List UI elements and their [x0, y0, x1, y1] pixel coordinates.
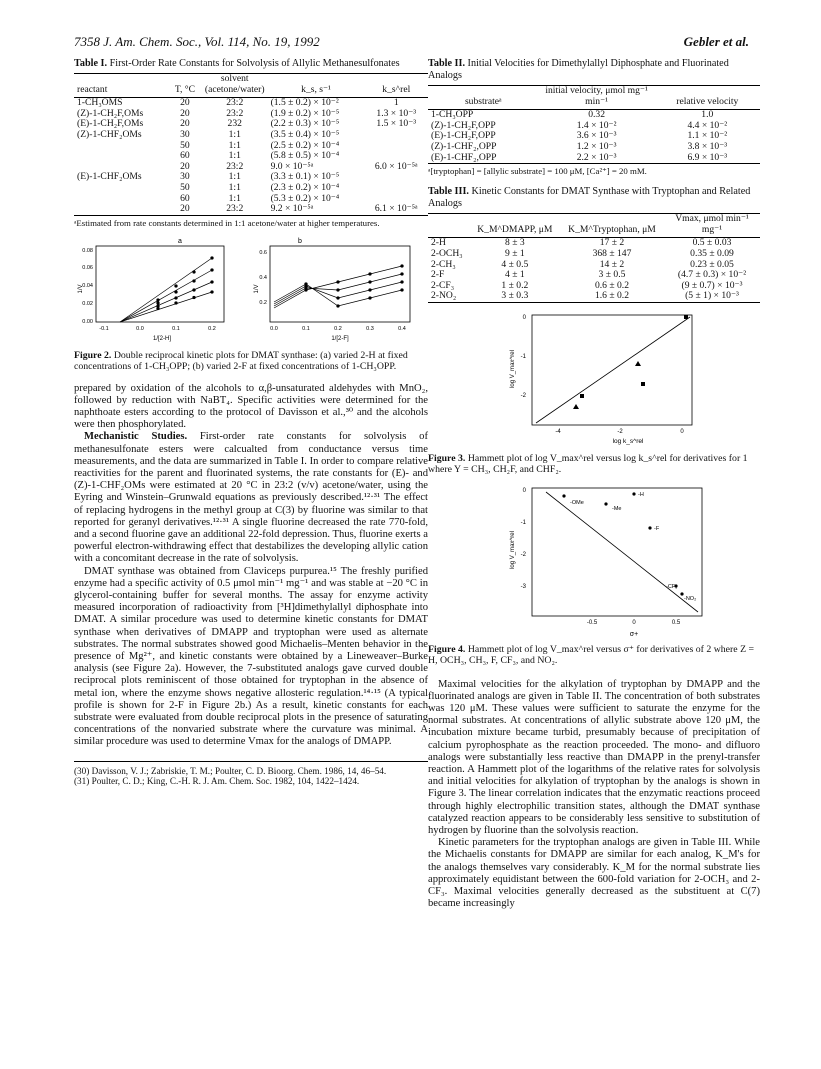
table1-footnote: ᵃEstimated from rate constants determined in 1:1 acetone/water at higher temperatures. [74, 217, 380, 228]
table-cell: 1:1 [228, 128, 241, 140]
table-cell: 1.3 × 10⁻³ [376, 107, 417, 119]
data-point [175, 290, 178, 293]
y-tick: 0.02 [82, 300, 93, 307]
table-cell: 2-NO₂ [431, 290, 457, 302]
figure2 [74, 234, 428, 346]
table-cell: 23:2 [226, 107, 244, 119]
table-cell: 20 [180, 160, 190, 172]
table-cell: 23:2 [226, 97, 244, 109]
figure2-panel-a [74, 234, 244, 346]
x-tick: 0.1 [172, 325, 180, 332]
table-cell: 1.6 ± 0.2 [594, 290, 629, 302]
table-cell: (E)-1-CH₂F,OMs [77, 118, 144, 130]
point-label: -CF₃ [666, 583, 678, 590]
table-row [74, 183, 428, 194]
table-cell: 1:1 [228, 192, 241, 204]
plot-line [120, 292, 212, 322]
table-cell: 2-H [431, 237, 446, 249]
y-axis-label: 1/V [254, 284, 260, 294]
data-point [211, 268, 214, 271]
table-cell: 6.0 × 10⁻⁵ᵃ [374, 160, 418, 172]
plot-line [274, 282, 402, 304]
data-point [401, 272, 404, 275]
table2 [428, 85, 760, 164]
plot-line [120, 258, 212, 322]
data-point [635, 361, 641, 366]
y-tick: 0 [522, 314, 526, 321]
table-cell: 4 ± 1 [505, 269, 525, 281]
data-point [175, 301, 178, 304]
table-cell: 9 ± 1 [505, 247, 525, 259]
table-cell [74, 183, 168, 194]
table-cell: (3.5 ± 0.4) × 10⁻⁵ [270, 128, 340, 140]
point-label: -Me [612, 505, 622, 512]
figure3 [428, 309, 760, 449]
data-point [369, 296, 372, 299]
panel-b-label: b [298, 237, 302, 245]
data-point [337, 296, 340, 299]
x-axis-label: 1/[2-H] [152, 335, 172, 342]
table-row [428, 291, 760, 302]
data-point [684, 315, 688, 319]
table-cell: 1:1 [228, 139, 241, 151]
figure2-caption: Figure 2. Double reciprocal kinetic plots for DMAT synthase: (a) varied 2-H at fixed concentrations of 1-CH₃OPP; (b) varied 2-F at fixed concentrations of 1-CH₃OPP. [74, 349, 408, 373]
table-cell: 2-F [431, 269, 445, 281]
table3-header: K_M^DMAPP, μM [470, 214, 560, 238]
table-cell [365, 130, 428, 141]
table-cell: 8 ± 3 [505, 237, 525, 249]
table-cell: 20 [180, 97, 190, 109]
point-label: -H [638, 491, 644, 498]
x-tick: 0.1 [302, 325, 310, 332]
table-row [428, 142, 760, 153]
left-body-text [74, 383, 428, 749]
y-tick: 0 [522, 487, 526, 494]
table3-header: Vmax, μmol min⁻¹ mg⁻¹ [664, 214, 760, 238]
data-point [193, 288, 196, 291]
table-cell: 20 [180, 118, 190, 130]
panel-a-label: a [178, 237, 182, 245]
table-cell: 0.5 ± 0.03 [692, 237, 732, 249]
table-cell: (4.7 ± 0.3) × 10⁻² [677, 269, 747, 281]
table-cell: 30 [180, 171, 190, 183]
data-point [401, 288, 404, 291]
table3 [428, 213, 760, 303]
table-cell: (3.3 ± 0.1) × 10⁻⁵ [270, 171, 340, 183]
point-label: -OMe [570, 499, 584, 506]
data-point [369, 280, 372, 283]
paragraph: Mechanistic Studies. First-order rate constants for solvolysis of methanesulfonate esters were calcualted from conductance versus time measurements, and the data are summarized in Table I. In order to compare relative reactivities for the parent and fluorinated systems, the rate constants for (E)- and (Z)-1-CHF₂OMs were estimated at 20 °C in 23:2 (v/v) acetone/water, using the Eyring and Winstein–Grunwald equations as previously described.¹²·³¹ The effect of replacing hydrogens in the methyl group at C(3) by fluorine was similar to that reported for geranyl derivatives.¹²·³¹ A single fluorine decreased the rate 770-fold, and a second fluorine gave an additional 22-fold depression. Thus, fluorine exerts a powerful electron-withdrawing effect that destabilizes the developing allylic cation with a concomitant decrease in the rate of solvolysis. [74, 431, 428, 565]
table-cell: 9.2 × 10⁻⁵ᵃ [270, 203, 314, 215]
point-label: -F [654, 525, 660, 532]
data-point [193, 279, 196, 282]
regression-line [546, 492, 698, 612]
table-cell: (E)-1-CHF₂,OPP [431, 151, 497, 163]
table-row [74, 172, 428, 183]
table-cell [365, 183, 428, 194]
x-axis-label: log k_s^rel [612, 437, 644, 445]
table-cell: 50 [180, 181, 190, 193]
figure4-caption: Figure 4. Hammett plot of log V_max^rel versus σ⁺ for derivatives of 2 where Z = H, OCH₃, CH₃, F, CF₃, and NO₂. [428, 643, 755, 667]
table-cell: 23:2 [226, 160, 244, 172]
data-point [211, 290, 214, 293]
table-cell: (2.5 ± 0.2) × 10⁻⁴ [270, 139, 340, 151]
data-point [648, 526, 651, 529]
x-tick: 0.5 [671, 619, 681, 626]
table-cell: 60 [180, 150, 190, 162]
table-cell: 1 ± 0.2 [501, 279, 529, 291]
table-cell: 60 [180, 192, 190, 204]
table-cell: 2-CH₃ [431, 258, 456, 270]
figure2-panel-b [250, 234, 430, 346]
x-tick: 0 [680, 428, 684, 435]
table-cell: 2-CF₃ [431, 279, 455, 291]
reference: (31) Poulter, C. D.; King, C.-H. R. J. Am. Chem. Soc. 1982, 104, 1422–1424. [74, 776, 360, 787]
table3-header: K_M^Tryptophan, μM [560, 214, 664, 238]
data-point [337, 304, 340, 307]
table-cell: 3.8 × 10⁻³ [687, 140, 728, 152]
table2-header: relative velocity [655, 86, 760, 110]
table-cell: 1-CH₃OPP [431, 109, 474, 121]
y-tick: -3 [520, 583, 526, 590]
x-axis-label: 1/[2-F] [331, 335, 349, 342]
data-point [211, 280, 214, 283]
table-cell: (5 ± 1) × 10⁻³ [685, 290, 739, 302]
table-cell: 6.1 × 10⁻⁵ᵃ [374, 203, 418, 215]
table-cell [365, 172, 428, 183]
table1-header: k_s^rel [365, 74, 428, 98]
data-point [573, 404, 579, 409]
right-column [428, 58, 760, 910]
data-point [632, 492, 635, 495]
running-header-authors: Gebler et al. [683, 34, 749, 49]
table-cell: 368 ± 147 [592, 247, 632, 259]
table-cell: (2.3 ± 0.2) × 10⁻⁴ [270, 181, 340, 193]
table-cell: 4.4 × 10⁻² [687, 119, 728, 131]
table-cell: 9.0 × 10⁻⁵ᵃ [270, 160, 314, 172]
reference: (30) Davisson, V. J.; Zabriskie, T. M.; Poulter, C. D. Bioorg. Chem. 1986, 14, 46–54. [74, 765, 387, 776]
table-cell: (E)-1-CH₂F,OPP [431, 130, 496, 142]
figure3-caption: Figure 3. Hammett plot of log V_max^rel versus log k_s^rel for derivatives for 1 where Y = CH₃, CH₂F, and CHF₂. [428, 452, 748, 476]
table-cell: 23:2 [226, 203, 244, 215]
x-tick: 0.0 [270, 325, 278, 332]
y-tick: -2 [520, 392, 526, 399]
table-cell: (Z)-1-CH₂F,OPP [431, 119, 496, 131]
x-tick: -4 [555, 428, 561, 435]
table3-caption: Table III. Kinetic Constants for DMAT Synthase with Tryptophan and Related Analogs [428, 186, 751, 210]
table-cell: 1.1 × 10⁻² [687, 130, 728, 142]
data-point [401, 280, 404, 283]
point-label: -NO₂ [684, 595, 697, 602]
y-tick: 0.2 [259, 299, 267, 306]
table-cell [74, 151, 168, 162]
regression-line [536, 317, 690, 423]
plot-line [120, 270, 212, 322]
table1-caption: Table I. First-Order Rate Constants for Solvolysis of Allylic Methanesulfonates [74, 58, 400, 69]
x-tick: 0.3 [366, 325, 374, 332]
right-body-text [428, 679, 760, 911]
data-point [604, 502, 607, 505]
data-point [369, 272, 372, 275]
x-tick: -2 [617, 428, 623, 435]
table-cell: (2.2 ± 0.3) × 10⁻⁵ [270, 118, 340, 130]
data-point [193, 270, 196, 273]
table-cell: 1.5 × 10⁻³ [376, 118, 417, 130]
x-tick: -0.5 [586, 619, 598, 626]
table-cell: 0.32 [588, 109, 605, 121]
data-point [305, 282, 308, 285]
table1-header: reactant [74, 74, 168, 98]
table-row [74, 141, 428, 152]
data-point [157, 301, 160, 304]
x-tick: 0.2 [334, 325, 342, 332]
x-tick: -0.1 [99, 325, 109, 332]
table-cell [74, 194, 168, 205]
x-tick: 0 [632, 619, 636, 626]
table-cell: 1.0 [701, 109, 714, 121]
data-point [401, 264, 404, 267]
y-tick: 0.04 [82, 282, 93, 289]
paragraph: Maximal velocities for the alkylation of tryptophan by DMAPP and the fluorinated analogs are given in Table II. The concentration of both substrates was 120 μM. These values were sufficient to saturate the enzyme for the normal substrates. At concentrations of allylic substrate above 120 μM, the incubation mixture became turbid, presumably because of precipitation of calcium pyrophosphate as the reaction proceeded. The mono- and difluoro analogs were substantially less reactive than DMAPP in the prenyl-transfer reaction. A Hammett plot of the logarithms of the relative rates for solvolysis and initial velocities for alkylation of tryptophan by the analogs is shown in Figure 3. The linear correlation indicates that the enzymatic reactions proceed through highly electrophilic transition states, although the DMAT synthase catalyzed reaction appears to be considerably less sensitive to substitution of hydrogen by fluorine than the solvolysis reaction. [428, 678, 760, 836]
table-cell: 3.6 × 10⁻³ [576, 130, 617, 142]
y-tick: -1 [520, 519, 526, 526]
table-row [74, 204, 428, 215]
table-cell: 14 ± 2 [599, 258, 625, 270]
data-point [193, 296, 196, 299]
y-axis-label: log V_max^rel [510, 349, 516, 388]
table-cell: 3 ± 0.3 [501, 290, 529, 302]
x-tick: 0.2 [208, 325, 216, 332]
table-row [74, 130, 428, 141]
y-tick: 0.06 [82, 264, 93, 271]
table-cell: (1.9 ± 0.2) × 10⁻⁵ [270, 107, 340, 119]
table-cell: (5.8 ± 0.5) × 10⁻⁴ [270, 150, 340, 162]
table-cell: 1 [393, 97, 399, 109]
y-tick: -2 [520, 551, 526, 558]
table-cell: 4 ± 0.5 [501, 258, 529, 270]
x-tick: 0.0 [136, 325, 144, 332]
data-point [157, 307, 160, 310]
data-point [337, 288, 340, 291]
table-cell: 30 [180, 128, 190, 140]
table-cell: 20 [180, 203, 190, 215]
y-axis-label: 1/V [78, 284, 84, 294]
y-axis-label: log V_max^rel [510, 530, 516, 569]
paragraph: DMAT synthase was obtained from Claviceps purpurea.¹⁵ The freshly purified enzyme had a specific activity of 0.5 μmol min⁻¹ mg⁻¹ and was stable at −20 °C in glycerol-containing buffer for several months. The assay for enzyme activity measured incorporation of radioactivity from [³H]dimethylallyl diphosphate into DMAT. A similar procedure was used to determine kinetic constants for DMAT synthase when derivatives of DMAPP and tryptophan were used as alternate substrates. The normal substrates showed good Michaelis–Menten behavior in the presence of Mg²⁺, and kinetic constants were obtained by a Lineweaver–Burke analysis (see Figure 2a). However, the 7-substituted analogs gave curved double reciprocal plots reminiscent of those obtained for tryptophan in the absence of metal ion, where the enzyme shows negative allosteric regulation.¹⁴·¹⁵ (A typical profile is shown for 2-F in Figure 2b.) As a result, kinetic constants for each substrate were evaluated from double reciprocal plots in the presence of saturating concentrations of the nonvaried substrate where the curvature was minimal. A similar procedure was used to determine Vmax for the analogs of DMAPP. [74, 565, 428, 748]
data-point [580, 394, 584, 398]
table-cell: 50 [180, 139, 190, 151]
y-tick: 0.4 [259, 274, 267, 281]
y-tick: 0.08 [82, 247, 93, 254]
data-point [175, 296, 178, 299]
data-point [337, 280, 340, 283]
table-cell: (1.5 ± 0.2) × 10⁻² [270, 97, 339, 109]
table-cell: 1-CH₃OMS [77, 97, 123, 109]
table1-header: T, °C [168, 74, 202, 98]
table-cell: (5.3 ± 0.2) × 10⁻⁴ [270, 192, 340, 204]
table1-header: k_s, s⁻¹ [268, 74, 365, 98]
references [74, 761, 428, 787]
paragraph: Kinetic parameters for the tryptophan analogs are given in Table III. While the Michaelis constants for DMAPP are similar for each analog, K_M's for the analogs themselves vary considerably. K_M for the normal substrate lies approximately equidistant between the 600-fold variation for 2-OCH₃ and 2-CF₃. Maximal velocities generally decreased as the substituent at C(7) became increasingly [428, 837, 760, 910]
data-point [211, 256, 214, 259]
table-cell: 1:1 [228, 181, 241, 193]
table-cell: (Z)-1-CHF₂,OPP [431, 140, 497, 152]
y-tick: -1 [520, 353, 526, 360]
table3-header [428, 214, 470, 238]
table-cell: (Z)-1-CH₂F,OMs [77, 107, 144, 119]
left-column [74, 58, 428, 787]
table-row [428, 249, 760, 260]
data-point [175, 284, 178, 287]
data-point [641, 382, 645, 386]
table-cell: 1:1 [228, 171, 241, 183]
data-point [369, 288, 372, 291]
figure4 [428, 482, 760, 640]
table2-header: initial velocity, μmol mg⁻¹ min⁻¹ [539, 86, 655, 110]
table-cell [74, 204, 168, 215]
table-cell [74, 141, 168, 152]
table-cell: 0.35 ± 0.09 [690, 247, 734, 259]
x-tick: 0.4 [398, 325, 406, 332]
table-cell: (Z)-1-CHF₂OMs [77, 128, 142, 140]
table1-header: solvent (acetone/water) [202, 74, 268, 98]
table-cell: 1.4 × 10⁻² [576, 119, 617, 131]
paragraph: prepared by oxidation of the alcohols to α,β-unsaturated aldehydes with MnO₂, followed by reduction with NaBT₄. Specific activities were determined for the naphthoate esters according to the protocol of Davisson et al.,³⁰ and the alcohols were then phosphorylated. [74, 382, 428, 431]
data-point [562, 494, 565, 497]
table-cell: (E)-1-CHF₂OMs [77, 171, 142, 183]
table-row [428, 153, 760, 164]
table-cell: 20 [180, 107, 190, 119]
table-cell: 2.2 × 10⁻³ [576, 151, 617, 163]
table-cell: 0.23 ± 0.05 [690, 258, 734, 270]
plot-line [120, 282, 212, 322]
table-cell: 3 ± 0.5 [598, 269, 626, 281]
y-tick: 0.6 [259, 249, 267, 256]
table-cell: 17 ± 2 [599, 237, 625, 249]
table2-caption: Table II. Initial Velocities for Dimethylallyl Diphosphate and Fluorinated Analogs [428, 58, 729, 81]
table2-header: substrateᵃ [428, 86, 539, 110]
table-cell: 1:1 [228, 150, 241, 162]
table-cell: 1.2 × 10⁻³ [576, 140, 617, 152]
table-cell: (9 ± 0.7) × 10⁻³ [681, 279, 743, 291]
table-cell: 2-OCH₃ [431, 247, 463, 259]
table-cell: 0.6 ± 0.2 [594, 279, 629, 291]
running-header: 7358 J. Am. Chem. Soc., Vol. 114, No. 19, 1992 [74, 34, 320, 49]
table1 [74, 73, 428, 216]
table-cell: 232 [227, 118, 242, 130]
x-axis-label: σ+ [629, 630, 639, 638]
table-cell: 6.9 × 10⁻³ [687, 151, 728, 163]
table-cell [365, 141, 428, 152]
table2-footnote: ᵃ[tryptophan] = [allylic substrate] = 100 μM, [Ca²⁺] = 20 mM. [428, 166, 647, 177]
y-tick: 0.00 [82, 318, 93, 325]
